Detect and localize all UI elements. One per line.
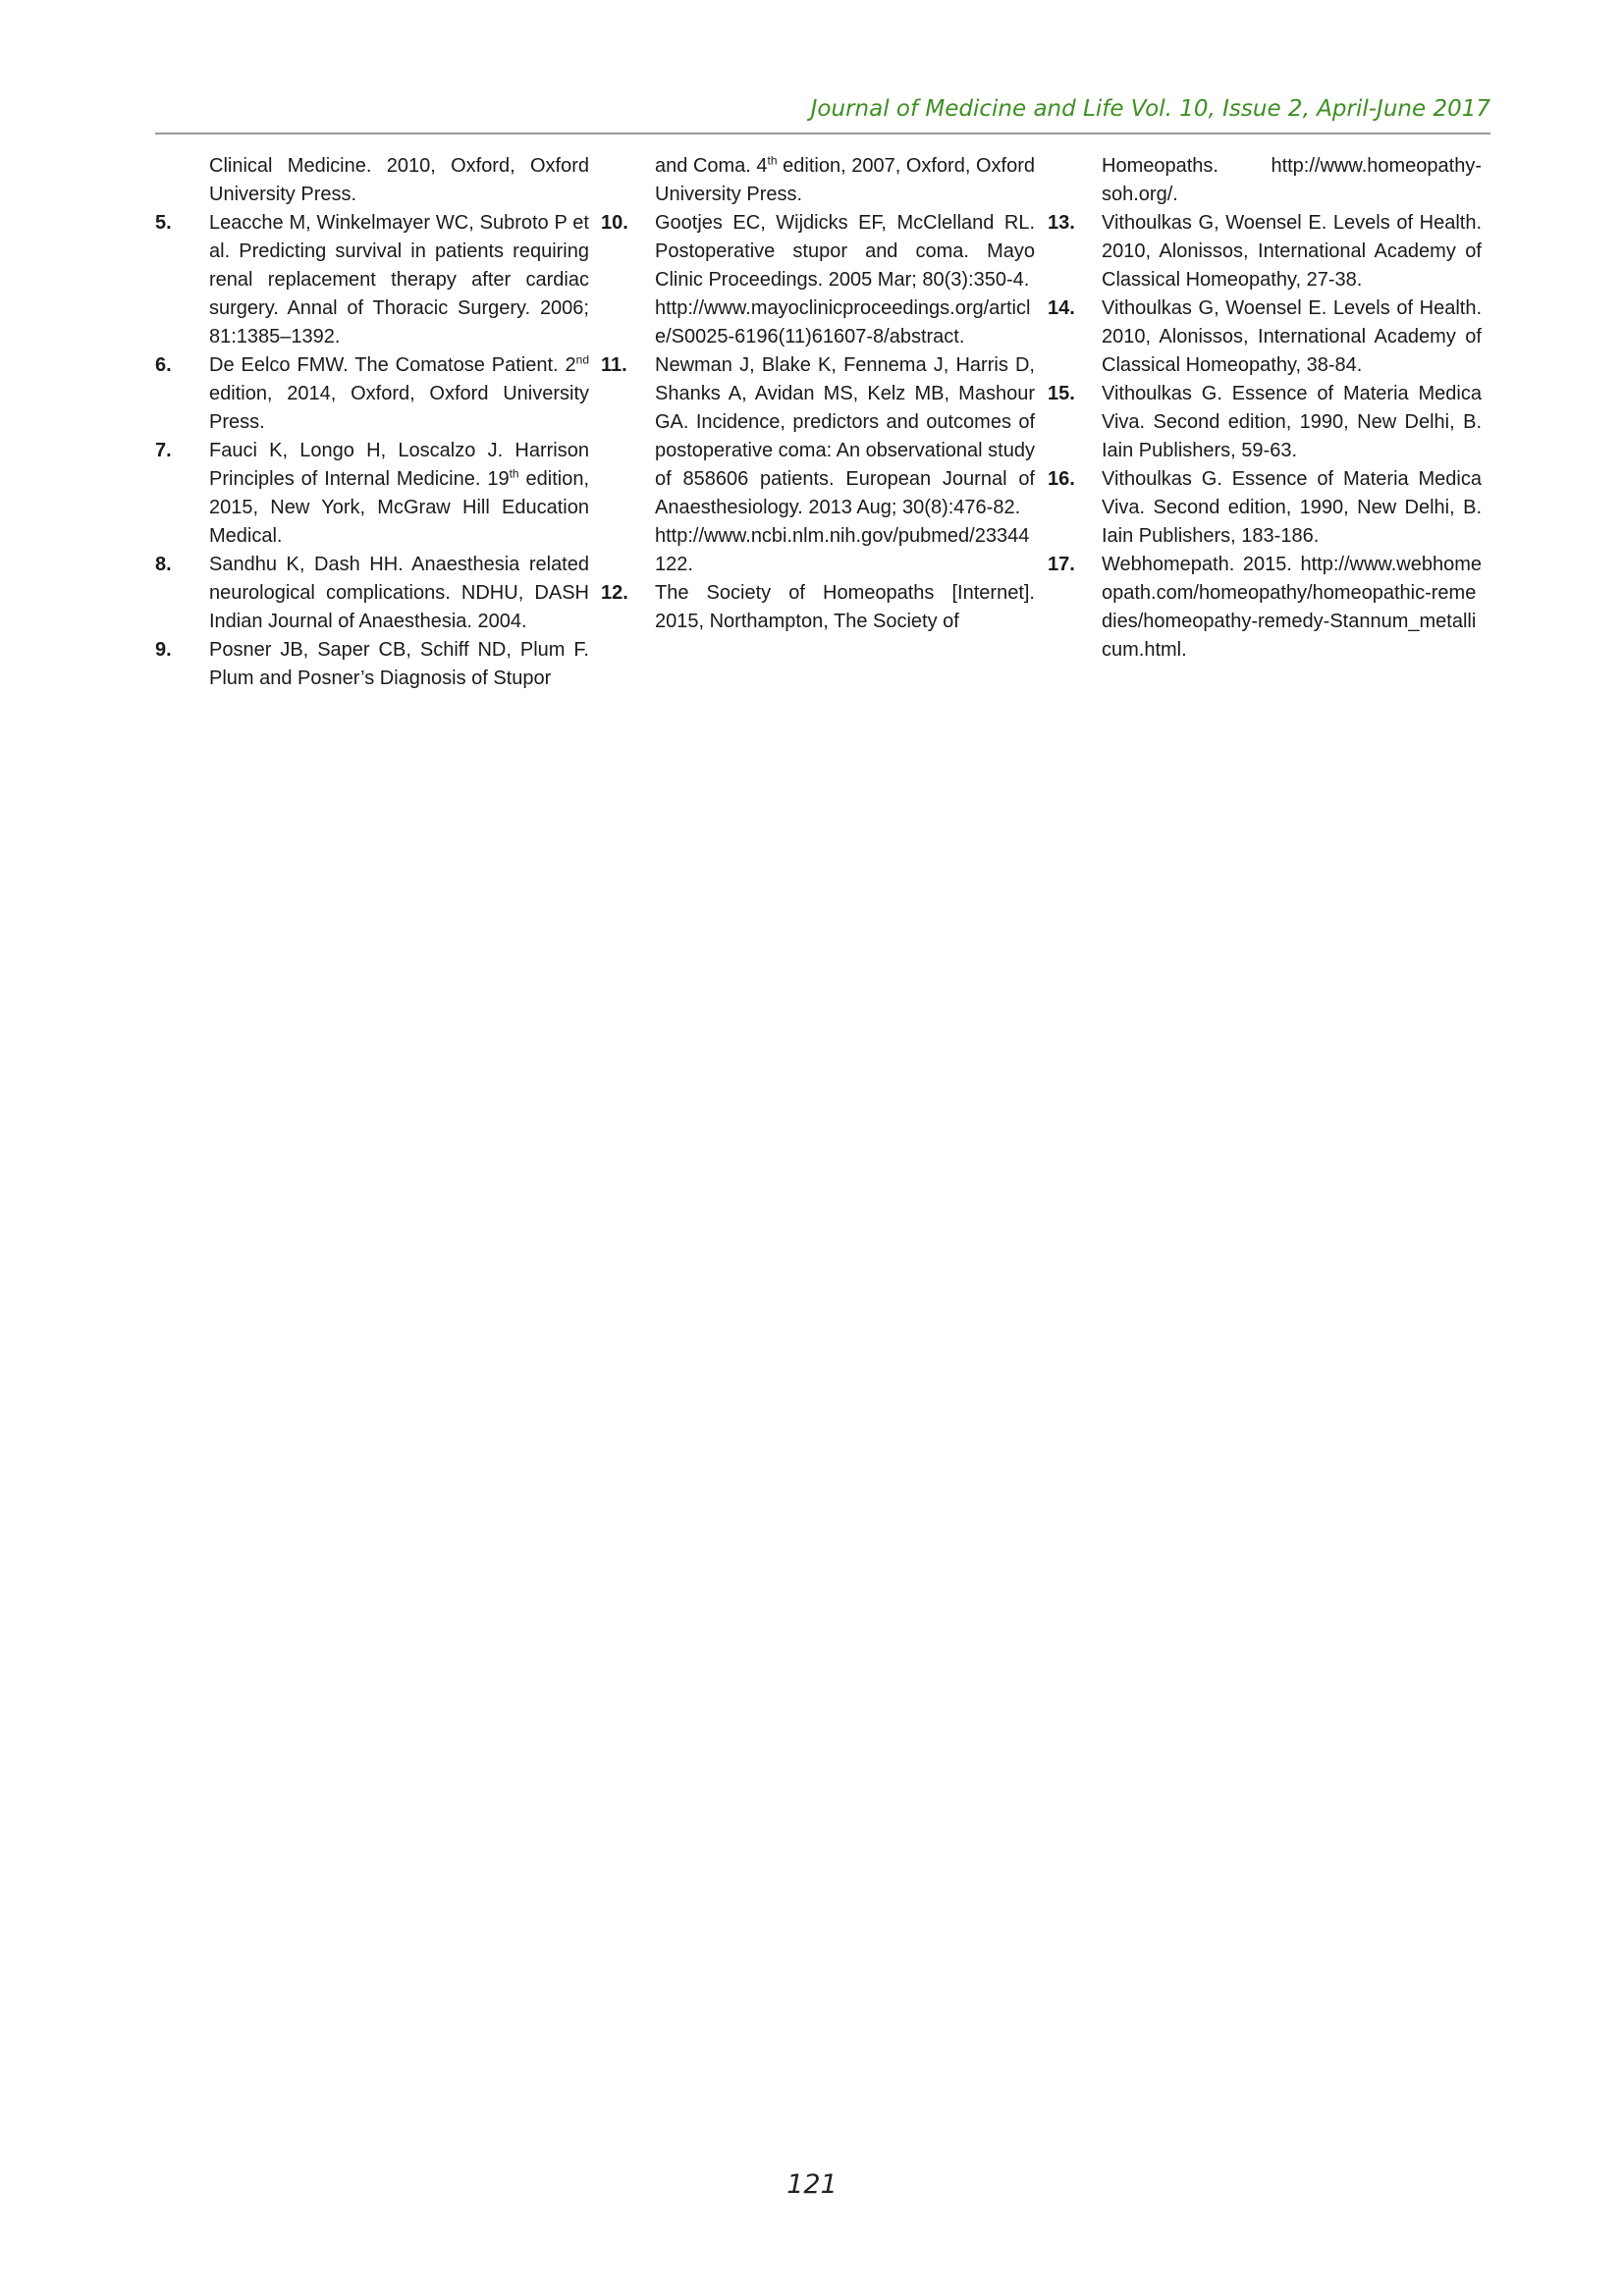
reference-8 (155, 551, 589, 636)
reference-number: 8. (155, 554, 172, 575)
reference-5 (155, 209, 589, 351)
reference-number: 9. (155, 639, 172, 661)
reference-13 (1048, 209, 1482, 294)
reference-number: 7. (155, 440, 172, 461)
reference-number: 14. (1048, 297, 1075, 319)
reference-12-continuation: Homeopaths. http://www.homeopathy-soh.org/. (1102, 155, 1482, 205)
reference-14 (1048, 294, 1482, 380)
references-column-2 (601, 152, 1035, 636)
reference-number: 15. (1048, 383, 1075, 404)
reference-9-continuation: and Coma. 4th edition, 2007, Oxford, Oxford University Press. (655, 153, 1035, 205)
reference-4-continuation: Clinical Medicine. 2010, Oxford, Oxford University Press. (209, 155, 589, 205)
reference-9 (155, 636, 589, 693)
reference-text: Newman J, Blake K, Fennema J, Harris D, Shanks A, Avidan MS, Kelz MB, Mashour GA. Incidence, predictors and outcomes of postoperative coma: An observational study of 858606 patients. European Journal of Anaesthesiology. 2013 Aug; 30(8):476-82. (655, 354, 1035, 518)
reference-7 (155, 437, 589, 551)
page-number: 121 (786, 2169, 838, 2200)
reference-17 (1048, 551, 1482, 665)
references-column-3 (1048, 152, 1482, 665)
reference-10-link[interactable]: http://www.mayoclinicproceedings.org/article/S0025-6196(11)61607-8/abstract. (655, 297, 1031, 347)
reference-number: 12. (601, 582, 628, 604)
reference-number: 11. (601, 354, 627, 376)
reference-number: 17. (1048, 554, 1075, 575)
reference-number: 16. (1048, 468, 1075, 490)
reference-number: 13. (1048, 212, 1075, 234)
reference-text: Fauci K, Longo H, Loscalzo J. Harrison Principles of Internal Medicine. 19th edition, 2015, New York, McGraw Hill Education Medical. (209, 440, 589, 547)
reference-text: Vithoulkas G, Woensel E. Levels of Health. 2010, Alonissos, International Academy of Classical Homeopathy, 27-38. (1102, 212, 1482, 291)
reference-number: 10. (601, 212, 628, 234)
reference-11-link[interactable]: http://www.ncbi.nlm.nih.gov/pubmed/23344122. (655, 525, 1030, 575)
reference-number: 6. (155, 354, 172, 376)
reference-text: Sandhu K, Dash HH. Anaesthesia related neurological complications. NDHU, DASH Indian Journal of Anaesthesia. 2004. (209, 554, 589, 632)
reference-10 (601, 209, 1035, 294)
reference-text: Vithoulkas G, Woensel E. Levels of Health. 2010, Alonissos, International Academy of Classical Homeopathy, 38-84. (1102, 297, 1482, 376)
reference-number: 5. (155, 212, 172, 234)
reference-text: Vithoulkas G. Essence of Materia Medica Viva. Second edition, 1990, New Delhi, B. Iain Publishers, 59-63. (1102, 383, 1482, 461)
references-column-1 (155, 152, 589, 693)
reference-6 (155, 351, 589, 437)
reference-15 (1048, 380, 1482, 465)
reference-11 (601, 351, 1035, 522)
reference-text: The Society of Homeopaths [Internet]. 2015, Northampton, The Society of (655, 582, 1035, 632)
journal-header: Journal of Medicine and Life Vol. 10, Issue 2, April-June 2017 (810, 96, 1490, 122)
reference-16 (1048, 465, 1482, 551)
reference-12 (601, 579, 1035, 636)
reference-text: Webhomepath. 2015. http://www.webhomeopath.com/homeopathy/homeopathic-remedies/homeopathy-remedy-Stannum_metallicum.html. (1102, 554, 1482, 661)
reference-text: Vithoulkas G. Essence of Materia Medica Viva. Second edition, 1990, New Delhi, B. Iain Publishers, 183-186. (1102, 468, 1482, 547)
reference-text: Posner JB, Saper CB, Schiff ND, Plum F. Plum and Posner’s Diagnosis of Stupor (209, 639, 589, 689)
reference-text: Leacche M, Winkelmayer WC, Subroto P et al. Predicting survival in patients requiring renal replacement therapy after cardiac surgery. Annal of Thoracic Surgery. 2006; 81:1385–1392. (209, 212, 589, 347)
header-divider (155, 133, 1490, 134)
reference-text: Gootjes EC, Wijdicks EF, McClelland RL. Postoperative stupor and coma. Mayo Clinic Proceedings. 2005 Mar; 80(3):350-4. (655, 212, 1035, 291)
reference-text: De Eelco FMW. The Comatose Patient. 2nd edition, 2014, Oxford, Oxford University Press. (209, 352, 589, 433)
